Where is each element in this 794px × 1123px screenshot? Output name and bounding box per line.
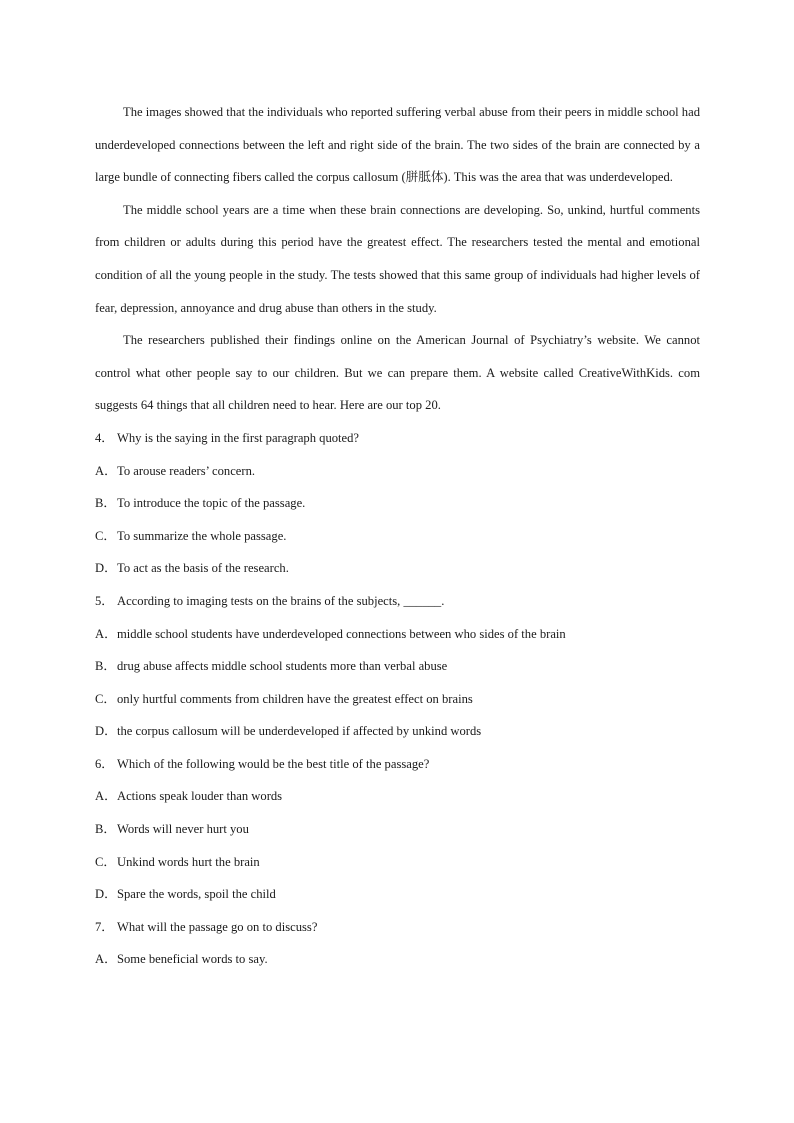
option-text: Actions speak louder than words — [117, 789, 283, 804]
option-text: Unkind words hurt the brain — [117, 854, 260, 869]
option-text: To act as the basis of the research. — [117, 561, 289, 576]
option-letter: D． — [95, 724, 117, 739]
question-text: Why is the saying in the first paragraph quoted? — [117, 430, 360, 445]
option-letter: B． — [95, 496, 116, 511]
option-text: Some beneficial words to say. — [117, 952, 268, 967]
answer-option — [95, 455, 700, 488]
question-7 — [95, 911, 700, 976]
answer-option — [95, 943, 700, 976]
option-text: only hurtful comments from children have the greatest effect on brains — [117, 691, 473, 706]
answer-option — [95, 813, 700, 846]
answer-option — [95, 487, 700, 520]
question-number: 6． — [95, 756, 114, 771]
answer-option — [95, 683, 700, 716]
option-text: drug abuse affects middle school students more than verbal abuse — [117, 659, 448, 674]
option-text: middle school students have underdeveloped connections between who sides of the brain — [117, 626, 566, 641]
question-5 — [95, 585, 700, 748]
answer-option — [95, 552, 700, 585]
option-letter: A． — [95, 463, 117, 478]
option-letter: A． — [95, 952, 117, 967]
question-stem — [95, 911, 700, 944]
answer-option — [95, 878, 700, 911]
answer-option — [95, 780, 700, 813]
option-text: To arouse readers’ concern. — [117, 463, 256, 478]
option-letter: C． — [95, 854, 116, 869]
option-letter: D． — [95, 887, 117, 902]
question-text: Which of the following would be the best title of the passage? — [117, 756, 430, 771]
question-number: 4． — [95, 430, 114, 445]
option-text: Spare the words, spoil the child — [117, 887, 276, 902]
option-text: the corpus callosum will be underdeveloped if affected by unkind words — [117, 724, 482, 739]
option-letter: A． — [95, 789, 117, 804]
question-text: What will the passage go on to discuss? — [117, 919, 318, 934]
answer-option — [95, 715, 700, 748]
question-stem — [95, 422, 700, 455]
option-letter: A． — [95, 626, 117, 641]
answer-option — [95, 650, 700, 683]
option-letter: C． — [95, 528, 116, 543]
passage-paragraph: The images showed that the individuals who reported suffering verbal abuse from their peers in middle school had underdeveloped connections between the left and right side of the brain. The two sides of the brain are connected by a large bundle of connecting fibers called the corpus callosum (胼胝体). This was the area that was underdeveloped. — [95, 105, 700, 185]
answer-option — [95, 846, 700, 879]
option-text: To summarize the whole passage. — [117, 528, 287, 543]
question-4 — [95, 422, 700, 585]
answer-option — [95, 618, 700, 651]
question-number: 5． — [95, 593, 114, 608]
question-stem — [95, 748, 700, 781]
option-text: To introduce the topic of the passage. — [117, 496, 306, 511]
answer-option — [95, 520, 700, 553]
passage-paragraph: The researchers published their findings online on the American Journal of Psychiatry’s website. We cannot control what other people say to our children. But we can prepare them. A website called CreativeWithKids. com suggests 64 things that all children need to hear. Here are our top 20. — [95, 333, 700, 413]
passage-paragraph: The middle school years are a time when these brain connections are developing. So, unkind, hurtful comments from children or adults during this period have the greatest effect. The researchers tested the mental and emotional condition of all the young people in the study. The tests showed that this same group of individuals had higher levels of fear, depression, annoyance and drug abuse than others in the study. — [95, 202, 700, 315]
option-letter: D． — [95, 561, 117, 576]
option-letter: B． — [95, 822, 116, 837]
question-number: 7． — [95, 919, 114, 934]
reading-passage — [95, 96, 700, 422]
question-stem — [95, 585, 700, 618]
option-letter: C． — [95, 691, 116, 706]
option-text: Words will never hurt you — [117, 822, 249, 837]
document-page — [95, 96, 700, 976]
question-6 — [95, 748, 700, 911]
question-text: According to imaging tests on the brains of the subjects, ______. — [117, 593, 445, 608]
option-letter: B． — [95, 659, 116, 674]
